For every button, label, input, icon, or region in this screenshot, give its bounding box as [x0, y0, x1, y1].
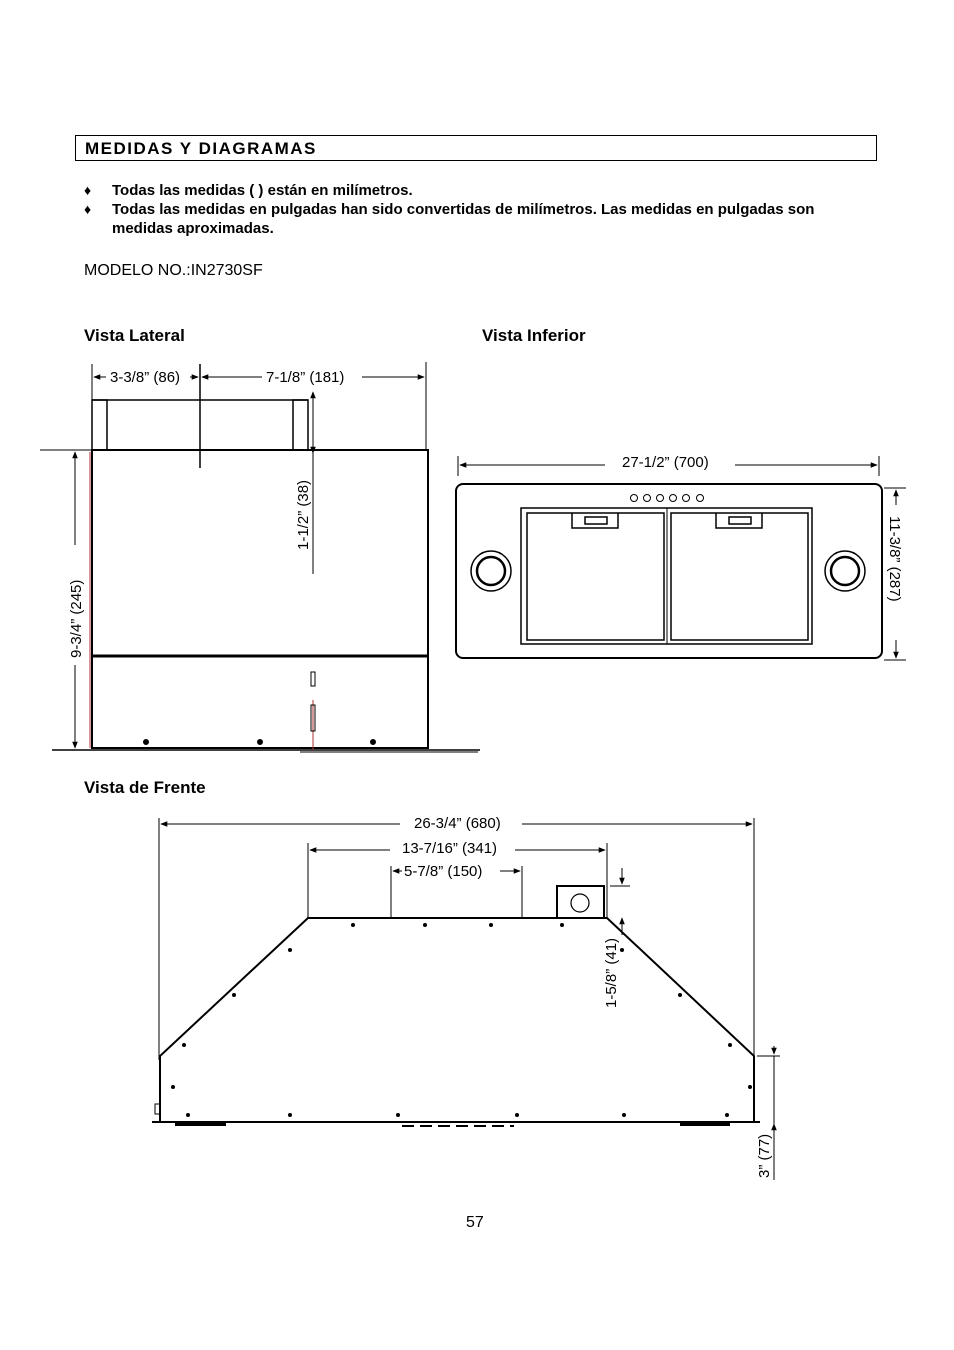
front-dim-chimney: 13-7/16” (341) [402, 840, 498, 857]
bottom-view-label: Vista Inferior [482, 326, 586, 345]
side-view-label: Vista Lateral [84, 326, 185, 345]
side-dim-vertical-right: 1-1/2” (38) [295, 479, 312, 550]
side-dim-top-left: 3-3/8” (86) [110, 369, 181, 386]
model-label: MODELO NO.: [84, 262, 191, 279]
front-dim-box: 1-5/8” (41) [603, 937, 620, 1008]
section-title: MEDIDAS Y DIAGRAMAS [85, 139, 317, 158]
front-dim-overall: 26-3/4” (680) [414, 815, 501, 832]
side-view-drawing [40, 362, 480, 752]
diamond-bullet-icon: ♦ [84, 182, 92, 198]
diamond-bullet-icon: ♦ [84, 201, 92, 217]
bottom-dim-depth: 11-3/8” (287) [886, 516, 903, 602]
front-view-screws [171, 923, 752, 1117]
side-dim-height: 9-3/4” (245) [68, 579, 85, 658]
front-view-label: Vista de Frente [84, 778, 206, 797]
side-dim-top-right: 7-1/8” (181) [266, 369, 345, 386]
page-number: 57 [466, 1214, 484, 1231]
front-dim-bottom: 3” (77) [756, 1133, 773, 1178]
note-text: Todas las medidas ( ) están en milímetros. [112, 182, 413, 199]
bottom-view-drawing [456, 456, 906, 660]
front-dim-duct: 5-7/8” (150) [404, 863, 483, 880]
model-value: IN2730SF [190, 262, 263, 279]
note-text: Todas las medidas en pulgadas han sido convertidas de milímetros. Las medidas en pulgadas son medidas aproximadas. [112, 201, 815, 237]
bottom-dim-width: 27-1/2” (700) [622, 454, 709, 471]
